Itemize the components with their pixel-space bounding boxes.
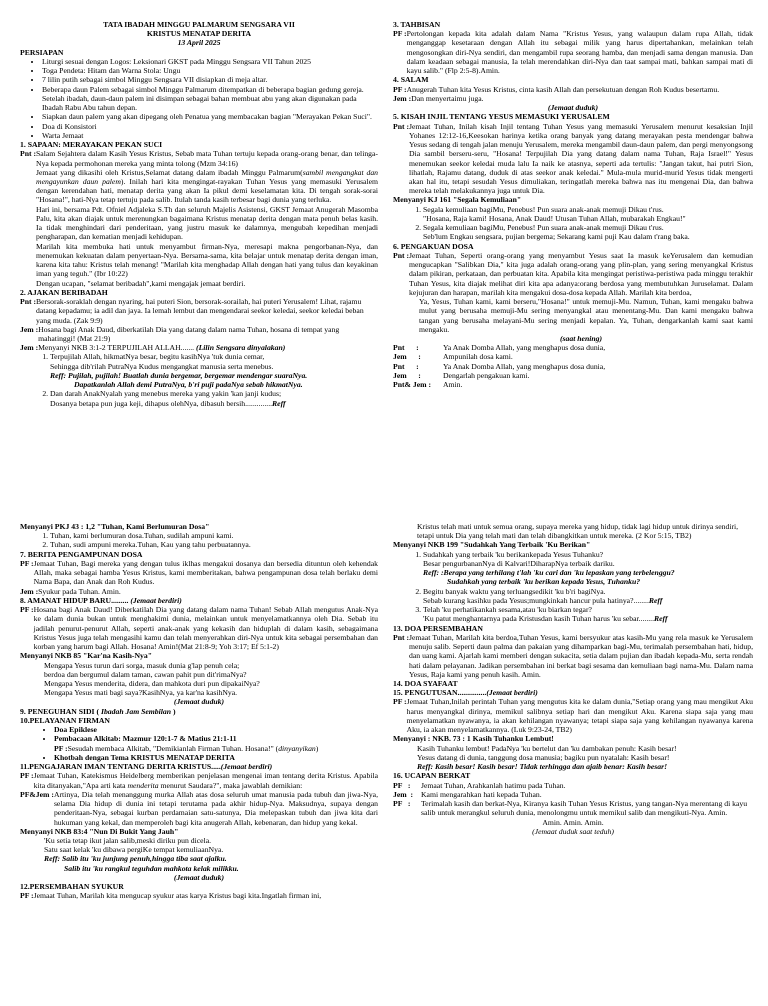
verse-line: Mengapa Yesus menderita, didera, dan mahkota duri pun dipakaiNya?	[44, 678, 260, 688]
speaker-label: Pnt :	[393, 361, 419, 371]
section-heading-amanat	[20, 596, 378, 605]
refrain-marker: Reff	[654, 614, 668, 624]
kisah-block	[393, 122, 753, 196]
section-heading-firman: 10.PELAYANAN FIRMAN	[20, 715, 110, 725]
section-heading-syafaat: 14. DOA SYAFAAT	[393, 678, 458, 688]
rubric-note: (Jemaat duduk)	[173, 697, 225, 707]
speaker-label: PF :	[20, 558, 34, 568]
speaker-label: Pnt :	[393, 250, 410, 260]
pengajaran-pfj	[20, 790, 378, 827]
pengakuan-text	[409, 251, 753, 343]
sapaan-paragraph: Hari ini, bersama Pdt. Ofniel Adjaleka S.Th dan seluruh Majelis Asistensi, GKST Jemaat Anugerah Masomba Palu, kita akan diajak untuk merenungkan bagaimana Kristus menatap derita dengan mata penuh belas kasih. Ia tidak menghindari dari penderitaan, yang justru masuk ke dalamnya, mengubah kepedihan menjadi pengharapan, dan kematian menjadi kehidupan.	[36, 204, 378, 242]
verse-line: Mengapa Yesus mati bagi saya?KasihNya, ya kar'na kasihNya.	[44, 688, 238, 698]
section-heading-salam: 4. SALAM	[393, 75, 429, 85]
song-verse: 2. Tuhan, sudi ampuni mereka.Tuhan, Kau yang tahu perbuatannya.	[50, 540, 378, 549]
refrain-line: Reff: Salib itu 'ku junjung penuh,hingga tiba saat ajalku.	[44, 854, 227, 864]
pengutusan-text: Jemaat Tuhan,Inilah perintah Tuhan yang mengutus kita ke dalam dunia,"Setiap orang yang mau mengikut Aku harus menyangkal dirinya, memikul salibnya setiap hari dan mengikut Aku. Karena siapa saja yang mau menyelamatkan nyawanya, ia akan kehilangan nyawanya; tetapi siapa saja yang kehilangan nyawanya karena Aku, ia akan menyelamatkannya. (Luk 9:23-24, TB2)	[406, 697, 753, 735]
text-run: Sesudah membaca Alkitab, "Demikianlah Firman Tuhan. Hosana!" (	[67, 743, 279, 753]
salam-text: Anugerah Tuhan kita Yesus Kristus, cinta kasih Allah dan persekutuan dengan Roh Kudus besertamu.	[406, 84, 720, 94]
speaker-label: PF&Jem :	[20, 789, 54, 799]
verse-line	[423, 614, 753, 623]
text-run-italic: Ibadah Jam Sembilan	[99, 706, 173, 716]
speaker-label: Pnt :	[20, 149, 37, 159]
speaker-label: PF :	[20, 605, 34, 615]
response-text: Ampunilah dosa kami.	[443, 352, 513, 362]
amanat-block	[20, 605, 378, 651]
list-item: • Liturgi sesuai dengan Logos: Leksionari GKST pada Minggu Sengsara VII Tahun 2025	[42, 57, 378, 66]
section-heading-doa-persembahan: 13. DOA PERSEMBAHAN	[393, 623, 483, 633]
song-verses	[393, 205, 753, 242]
song-lines	[20, 836, 378, 873]
salam-jem	[393, 94, 753, 103]
section-heading-pengutusan	[393, 688, 753, 697]
rubric-note: (Jemaat berdiri)	[130, 595, 182, 605]
song-verses	[20, 352, 378, 407]
response-text: Dengarlah pengakuan kami.	[443, 370, 530, 380]
salam-response: Dan menyertaimu juga.	[411, 93, 484, 103]
text-run: menurut Saudara?", maka jawablah demikian:	[158, 780, 303, 790]
verse-line: 2. Dan darah AnakNyalah yang menebus mereka yang yakin 'kan janji kudus;	[50, 389, 282, 399]
text-run: Sebab kurang kasihku pada Yesus;mungkinkah hancur pula hatinya?........	[423, 595, 649, 605]
ajakan-jem	[20, 325, 378, 343]
song-lines	[393, 744, 753, 772]
list-item: • Doa Epiklese	[54, 725, 378, 734]
persembahan-pf	[20, 891, 378, 900]
text-run: Jemaat yang dikasihi oleh Kristus,Selamat datang dalam ibadah Minggu Palmarum(	[36, 167, 303, 177]
speaker-label: PF :	[393, 799, 411, 809]
doa-persembahan-block	[393, 633, 753, 679]
song-verse	[50, 352, 378, 389]
verse-line: Seb'lum Engkau sengsara, pujian bergema; Sekarang kami puji Kau dalam t'rang baka.	[423, 232, 690, 242]
section-heading-persembahan: 12.PERSEMBAHAN SYUKUR	[20, 882, 124, 892]
ajakan-pnt	[20, 297, 378, 325]
section-heading-berkat: 16. UCAPAN BERKAT	[393, 771, 471, 781]
pengutusan-block	[393, 697, 753, 734]
persembahan-text: Jemaat Tuhan, Marilah kita mengucap syukur atas karya Kristus bagi kita.Ingatlah firman ini,	[33, 891, 322, 901]
prayer-text: Ya, Yesus, Tuhan kami, kami berseru,"Hosana!" untuk memuji-Mu. Namun, Tuhan, kami mengaku bahwa mulut yang berusaha memuji-Mu sering menyangkal atau menentang-Mu. Dan kami mengaku bahwa tangan yang berusaha melayani-Mu sering menjadi kepalan. Ya, Tuhan, dengarkanlah kami saat kami mengaku.	[419, 297, 753, 334]
ajakan-text: Bersorak-soraklah dengan nyaring, hai puteri Sion, bersorak-sorailah, hai puteri Yerusalem! Lihat, rajamu datang kepadamu; ia adil dan jaya. Ia lemah lembut dan mengendarai seekor keledai, seekor keledai beban yang muda. (Zak 9:9)	[36, 297, 364, 325]
song-note: (Lilin Sengsara dinyalakan)	[196, 343, 286, 353]
text-run-italic: dinyanyikan	[278, 743, 316, 753]
rubric-note: (Jemaat duduk saat teduh)	[532, 826, 614, 836]
doa-persembahan-text: Jemaat Tuhan, Marilah kita berdoa,Tuhan Yesus, kami bersyukur atas kasih-Mu yang rela masuk ke Yerusalem menuju salib. Seperti daun palma dan pakaian yang dihamparkan bagi-Mu, terimalah persembahan hati, hidup, dan uang kami. Ajarlah kami memberi dengan sukacita, setia dalam pujian dan ibadah kepada-Mu, serta rendah hati dalam pelayanan. Jadikan persembahan ini berkat bagi sesama dan kemuliaan bagi nama-Mu. Dalam nama Yesus, Raja kami yang penuh kasih. Amin.	[409, 632, 753, 679]
firman-list	[20, 753, 378, 762]
list-item: • Pembacaan Alkitab: Mazmur 120:1-7 & Matius 21:1-11	[54, 734, 378, 743]
song-heading: Menyanyi NKB 199 "Sudahkah Yang Terbaik 'Ku Berikan"	[393, 540, 591, 550]
response-text: Ya Anak Domba Allah, yang menghapus dosa dunia,	[443, 361, 606, 371]
song-heading: Menyanyi : NKB. 73 : 1 Kasih Tuhanku Lembut!	[393, 734, 554, 744]
refrain-marker: Reff	[648, 595, 663, 605]
speaker-label: PF :	[393, 84, 407, 94]
list-item: • Siapkan daun palem yang akan dipegang oleh Penatua yang membacakan bagian "Merayakan Pekan Suci".	[42, 112, 378, 121]
section-heading-pengajaran	[20, 762, 378, 771]
berkat-text: Kami mengarahkan hati kepada Tuhan.	[421, 789, 542, 799]
speaker-label: Jem :	[20, 324, 39, 334]
verse-line: 1. Terpujilah Allah, hikmatNya besar, begitu kasihNya 'tuk dunia cemar,	[50, 352, 265, 362]
verse-line: berdoa dan bergumul dalam taman, cawan pahit pun dit'rimaNya?	[44, 669, 247, 679]
list-item: • 7 lilin putih sebagai simbol Minggu Sengsara VII disiapkan di meja altar.	[42, 75, 378, 84]
verse-line: Satu saat kelak 'ku dibawa pergiKe tempat kemuliaanNya.	[44, 845, 224, 855]
ajakan-response: Hosana bagi Anak Daud, diberkatilah Dia yang datang dalam nama Tuhan, hosana di tempat yang mahatinggi! (Mat 21:9)	[38, 324, 340, 343]
song-verse	[423, 605, 753, 623]
response-row	[393, 371, 753, 380]
liturgy-title: TATA IBADAH MINGGU PALMARUM SENGSARA VII	[103, 20, 295, 29]
rubric-note: (Jemaat berdiri)	[220, 762, 273, 772]
pengakuan-paragraph: Jemaat Tuhan, Seperti orang-orang yang menyambut Yesus saat Ia masuk keYerusalem dan kemudian mengucapkan "Salibkan Dia," kita juga adalah orang-orang yang plin-plan, yang sering menyangkal Kristus dalam pikiran, perkataan, dan perbuatan kita. Apabila kita mengingat peristiwa-peristiwa pada minggu terakhir Tuhan Yesus, kita diajak melihat diri kita apa adanya:orang berdosa yang membutuhkan Juruselamat. Dalam kejujuran dan harapan, marilah kita mengakui dosa-dosa kepada Allah. Marilah kita berdoa,	[409, 250, 753, 297]
refrain-line: Reff: :Berapa yang terhilang t'lah 'ku cari dan 'ku lepaskan yang terbelenggu?	[423, 568, 675, 578]
response-row	[393, 343, 753, 352]
firman-text	[68, 744, 378, 753]
speaker-label: PF :	[20, 771, 34, 781]
speaker-label: PF :	[393, 780, 411, 790]
song-verse	[423, 205, 753, 223]
text-run: )	[172, 706, 176, 716]
song-heading: Menyanyi KJ 161 "Segala Kemuliaan"	[393, 195, 522, 205]
speaker-label: Pnt :	[393, 632, 410, 642]
text-run: 15. PENGUTUSAN...............	[393, 688, 487, 698]
section-heading-ajakan: 2. AJAKAN BERIBADAH	[20, 287, 108, 297]
berkat-row	[393, 781, 753, 790]
text-run: 11.PENGAJARAN IMAN TENTANG DERITA KRISTUS.....	[20, 762, 221, 772]
column-top-right	[393, 20, 753, 508]
kisah-text: Jemaat Tuhan, Inilah kisah Injil tentang Tuhan Yesus yang memasuki Yerusalem menurut kesaksian Injil Yohanes 12:12-16,Keesokan harinya ketika orang banyak yang datang merayakan pesta mendengar bahwa Yesus sedang di tengah jalan menuju Yerusalem, mereka mengambil daun-daun palem, dan pergi menyongsong Dia sambil berseru-seru, "Hosana! Terpujilah Dia yang datang dalam nama Tuhan, Raja Israel!" Yesus menemukan seekor keledai muda lalu Ia naik ke atasnya, seperti ada tertulis: "Jangan takut, hai putri Sion, lihatlah, Rajamu datang, duduk di atas seekor anak keledai." Mula-mula murid-murid Yesus tidak mengerti akan hal itu, tetapi sesudah Yesus dimuliakan, teringatlah mereka bahwa nas itu mengenai Dia, dan bahwa mereka telah melakukannya juga untuk Dia.	[409, 121, 753, 196]
song-title	[38, 343, 378, 352]
sapaan-paragraph: Salam Sejahtera dalam Kasih Yesus Kristus, Sebab mata Tuhan tertuju kepada orang-orang benar, dan telinga-Nya kepada permohonan mereka yang minta tolong (Mzm 34:16)	[36, 149, 378, 168]
response-list	[393, 343, 753, 389]
berita-text: Jemaat Tuhan, Bagi mereka yang dengan tulus iklhas mengakui dosanya dan bersedia dituntun oleh kehendak Allah, maka sebagai hamba Yesus Kristus, kami memberitakan, bahwa pengampunan dosa telah berlaku demi Nama Bapa, dan Anak dan Roh Kudus.	[33, 558, 378, 587]
response-text: Amin.	[443, 380, 463, 390]
firman-pf	[20, 744, 378, 753]
speaker-label: Jem :	[393, 370, 421, 380]
speaker-label: Jem :	[393, 789, 414, 799]
firman-list	[20, 725, 378, 743]
speaker-label: Jem :	[393, 352, 421, 362]
text-run-italic: menderita	[127, 780, 159, 790]
speaker-label: PF :	[54, 743, 68, 753]
text-run-italic: sambil mengangkat dan mengayunkan daun palem	[36, 167, 378, 186]
amanat-text: Hosana bagi Anak Daud! Diberkatilah Dia yang datang dalam nama Tuhan! Sebab Allah mengutus Anak-Nya ke dalam dunia bukan untuk menghakimi dunia, melainkan untuk menyelamatkannya oleh Dia. Sebab itu jadilah penurut-penurut Allah, seperti anak-anak yang kekasih dan hiduplah di dalam kasih, sebagaimana Kristus Yesus juga telah mengasihi kamu dan telah menyerahkan diri-Nya untuk kita sebagai persembahan dan korban yang harum bagi Allah. Hosana! Amin!(Mat 21:8-9; Yoh 3:17; Ef 5:1-2)	[33, 605, 378, 652]
speaker-label: PF :	[393, 29, 407, 39]
section-heading-berita: 7. BERITA PENGAMPUNAN DOSA	[20, 549, 143, 559]
pengajaran-text	[34, 771, 378, 789]
berkat-text: Terimalah kasih dan berkat-Nya, Kiranya kasih Tuhan Yesus Kristus, yang tangan-Nya merentang di kayu salib untuk merangkul seluruh dunia, menolongmu untuk memikul salib dan mengikuti-Nya. Amin.	[421, 799, 748, 818]
speaker-label: Pnt :	[393, 343, 419, 353]
speaker-label: PF :	[393, 697, 407, 707]
refrain-line: Salib itu 'ku rangkul teguhdan mahkota kelak milikku.	[64, 863, 239, 873]
refrain-line: Sudahkah yang terbaik 'ku berikan kepada Yesus, Tuhanku?	[447, 577, 641, 587]
sapaan-text	[36, 149, 378, 288]
pengajaran-pf	[20, 771, 378, 789]
text-run: 8. AMANAT HIDUP BARU.........	[20, 595, 129, 605]
sapaan-paragraph: Dengan ucapan, "selamat beribadah",kami mengajak jemaat berdiri.	[36, 278, 246, 288]
berkat-row	[393, 790, 753, 799]
berkat-row	[393, 799, 753, 817]
column-bottom-right	[393, 522, 753, 1002]
section-heading-persiapan: PERSIAPAN	[20, 47, 64, 57]
list-item: • Khotbah dengan Tema KRISTUS MENATAP DERITA	[54, 753, 378, 762]
verse-line: 2. Begitu banyak waktu yang terluangsedikit 'ku b'ri bagiNya.	[423, 586, 606, 596]
rubric-note: (Jemaat duduk)	[547, 103, 599, 113]
song-verses	[20, 531, 378, 549]
song-verse: 1. Tuhan, kami berlumuran dosa.Tuhan, sudilah ampuni kami.	[50, 531, 378, 540]
rubric-note: (Jemaat berdiri)	[486, 688, 538, 698]
response-text: Ya Anak Domba Allah, yang menghapus dosa dunia,	[443, 343, 606, 353]
salam-pf	[393, 85, 753, 94]
verse-line: "Hosana, Raja kami! Hosana, Anak Daud! Utusan Tuhan Allah, mubarakah Engkau!"	[423, 213, 686, 223]
column-bottom-left	[20, 522, 378, 1002]
text-run: 'Ku patut menghantarnya pada Kristusdan kasih Tuhan harus 'ku sebar........	[423, 614, 655, 624]
speaker-label: Pnt :	[393, 121, 410, 131]
response-row	[393, 362, 753, 371]
column-top-left	[20, 20, 378, 508]
refrain-line: Dapatkanlah Allah demi PutraNya, b'ri puji padaNya sebab hikmatNya.	[74, 380, 303, 390]
song-heading: Menyanyi NKB 85 "Kar'na Kasih-Nya"	[20, 651, 152, 661]
song-verse	[423, 223, 753, 241]
pengakuan-block	[393, 251, 753, 343]
refrain-line: Reff: Pujilah, pujilah! Buatlah dunia bergemar, bergemar mendengar suaraNya.	[50, 370, 308, 380]
speaker-label: Jem :	[393, 93, 412, 103]
text-run: Jemaat Tuhan, Katekismus Heidelberg memberikan penjelasan mengenai iman tentang derita Kristus. Apabila kita ditanyakan,"Apa arti kata	[33, 771, 378, 790]
liturgy-theme: KRISTUS MENATAP DERITA	[146, 29, 252, 39]
song-verse	[423, 550, 753, 587]
speaker-label: Jem :	[20, 586, 39, 596]
refrain-line: Reff: Kasih besar! Kasih besar! Tidak terhingga dan ajaib benar: Kasih besar!	[417, 762, 668, 772]
response-row	[393, 380, 753, 389]
list-item: • Toga Pendeta: Hitam dan Warna Stola: Ungu	[42, 66, 378, 75]
speaker-label: Pnt :	[20, 297, 37, 307]
sapaan-paragraph	[36, 168, 378, 205]
verse-line: 2. Segala kemuliaan bagiMu, Penebus! Pun suara anak-anak memuji Dikau t'rus.	[423, 223, 664, 233]
list-item: • Warta Jemaat	[42, 131, 378, 140]
pengajaran-response: Artinya, Dia telah menanggung murka Allah atas dosa seluruh umat manusia pada tubuh dan jiwa-Nya, selama Dia hidup di dunia ini tetapi terutama pada akhir hidup-Nya. Maksudnya, supaya dengan penderitaan-Nya, sebagai kurban perdamaian satu-satunya, Dia melepaskan tubuh dan jiwa kita dari hukuman yang kekal, dan memperoleh bagi kita anugerah Allah, kebenaran, dan hidup yang kekal.	[53, 789, 378, 827]
berkat-text: Jemaat Tuhan, Arahkanlah hatimu pada Tuhan.	[421, 780, 566, 790]
section-heading-kisah: 5. KISAH INJIL TENTANG YESUS MEMASUKI YERUSALEM	[393, 112, 610, 122]
speaker-label: Pnt& Jem :	[393, 380, 431, 390]
text-run: )	[315, 743, 319, 753]
berita-jem	[20, 587, 378, 596]
text-run: Menyanyi NKB 3:1-2 TERPUJILAH ALLAH.......	[38, 343, 195, 353]
persembahan-continuation: Kristus telah mati untuk semua orang, supaya mereka yang hidup, tidak lagi hidup untuk dirinya sendiri, tetapi untuk Dia yang telah mati dan telah dibangkitkan untuk mereka. (2 Kor 5:15, TB2)	[417, 522, 739, 541]
amen-line: Amin. Amin. Amin.	[542, 817, 604, 827]
verse-line: 'Ku setia tetap ikut jalan salib,meski diriku pun dicela.	[44, 835, 212, 845]
liturgy-date: 13 April 2025	[177, 38, 221, 48]
song-heading: Menyanyi PKJ 43 : 1,2 "Tuhan, Kami Berlumuran Dosa"	[20, 522, 210, 531]
sapaan-paragraph: Marilah kita membuka hati untuk menyambut firman-Nya, meresapi makna pengorbanan-Nya, dan menemukan kekuatan dalam penyertaan-Nya. Bersama-sama, kita belajar untuk menatap derita dengan iman, karena kita tahu: Kristus telah menang! "Marilah kita menghadap Allah dengan hati yang tulus dan keyakinan iman yang teguh." (Ibr 10:22)	[36, 241, 378, 279]
verse-line: 3. Telah 'ku perhatikankah sesama,atau 'ku biarkan tegar?	[423, 605, 592, 615]
song-verse	[423, 587, 753, 605]
persiapan-list	[20, 57, 378, 140]
verse-line: Mengapa Yesus turun dari sorga, masuk dunia g'lap penuh cela;	[44, 660, 240, 670]
verse-line	[50, 399, 378, 408]
verse-line: Sehingga dib'rilah PutraNya Kudus mengangkat manusia serta menebus.	[50, 361, 274, 371]
section-heading-tahbisan: 3. TAHBISAN	[393, 20, 441, 29]
text-run: 9. PENEGUHAN SIDI (	[20, 706, 100, 716]
section-heading-sidi	[20, 707, 378, 716]
verse-line: Yesus datang di dunia, tanggung dosa manusia; bagiku pun nyatalah: Kasih besar!	[417, 752, 670, 762]
berita-response: Syukur pada Tuhan. Amin.	[38, 586, 121, 596]
verse-line: Besar pengurbananNya di Kalvari!DiharapNya terbaik dariku.	[423, 558, 615, 568]
berita-pf	[20, 559, 378, 587]
sapaan-block	[20, 149, 378, 288]
song-heading: Menyanyi NKB 83:4 "Nun Di Bukit Yang Jauh"	[20, 826, 179, 836]
song-lines	[20, 661, 378, 698]
verse-line: 1. Segala kemuliaan bagiMu, Penebus! Pun suara anak-anak memuji Dikau t'rus.	[423, 204, 664, 214]
verse-line: Kasih Tuhanku lembut! PadaNya 'ku bertelut dan 'ku dambakan penuh: Kasih besar!	[417, 743, 677, 753]
song-verse	[50, 389, 378, 407]
rubric-note: (Jemaat duduk)	[173, 872, 225, 882]
tahbisan-text: Pertolongan kepada kita adalah dalam Nama "Kristus Yesus, yang walaupun dalam rupa Allah, tidak menganggap kesetaraan dengan Allah itu sebagai milik yang harus dipertahankan, melainkan telah mengosongkan diri-Nya sendiri, dan mengambil rupa seorang hamba, dan menjadi sama dengan manusia. Dan dalam keadaan sebagai manusia, Ia telah merendahkan diri-Nya dan taat sampai mati, bahkan sampai mati di kayu salib." (Flp 2:5-8).Amin.	[406, 29, 753, 76]
text-run: Dosanya betapa pun juga keji, dihapus olehNya, dibasuh bersih..............	[50, 398, 273, 408]
rubric-note: (saat hening)	[559, 333, 603, 343]
list-item: • Beberapa daun Palem sebagai simbol Minggu Palmarum ditempatkan di beberapa bagian gedung gereja. Setelah ibadah, daun-daun palem ini disimpan sebagai bahan membuat abu yang akan digunakan pada Ibadah Rabu Abu tahun depan.	[42, 85, 378, 113]
song-verses	[393, 550, 753, 624]
tahbisan-block	[393, 29, 753, 75]
list-item: • Doa di Konsistori	[42, 122, 378, 131]
section-heading-pengakuan: 6. PENGAKUAN DOSA	[393, 241, 474, 251]
response-row	[393, 352, 753, 361]
text-run: ). Inilah hari kita mengingat-rayakan Tuhan Yesus yang memasuki Yerusalem dengan kerendahan hati, menatap derita yang akan Ia pikul demi keselamatan kita. Di tengah sorak-sorai "Hosana!", hati-Nya tetap tertuju pada salib. Itulah tanda kasih terbesar bagi dunia yang terluka.	[36, 176, 378, 205]
verse-line	[423, 596, 753, 605]
speaker-label: PF :	[20, 891, 34, 901]
ajakan-song-line	[20, 343, 378, 352]
speaker-label: Jem :	[20, 343, 39, 353]
section-heading-sapaan: 1. SAPAAN: MERAYAKAN PEKAN SUCI	[20, 140, 163, 150]
verse-line: 1. Sudahkah yang terbaik 'ku berikankepada Yesus Tuhanku?	[423, 549, 604, 559]
refrain-marker: Reff	[272, 398, 286, 408]
